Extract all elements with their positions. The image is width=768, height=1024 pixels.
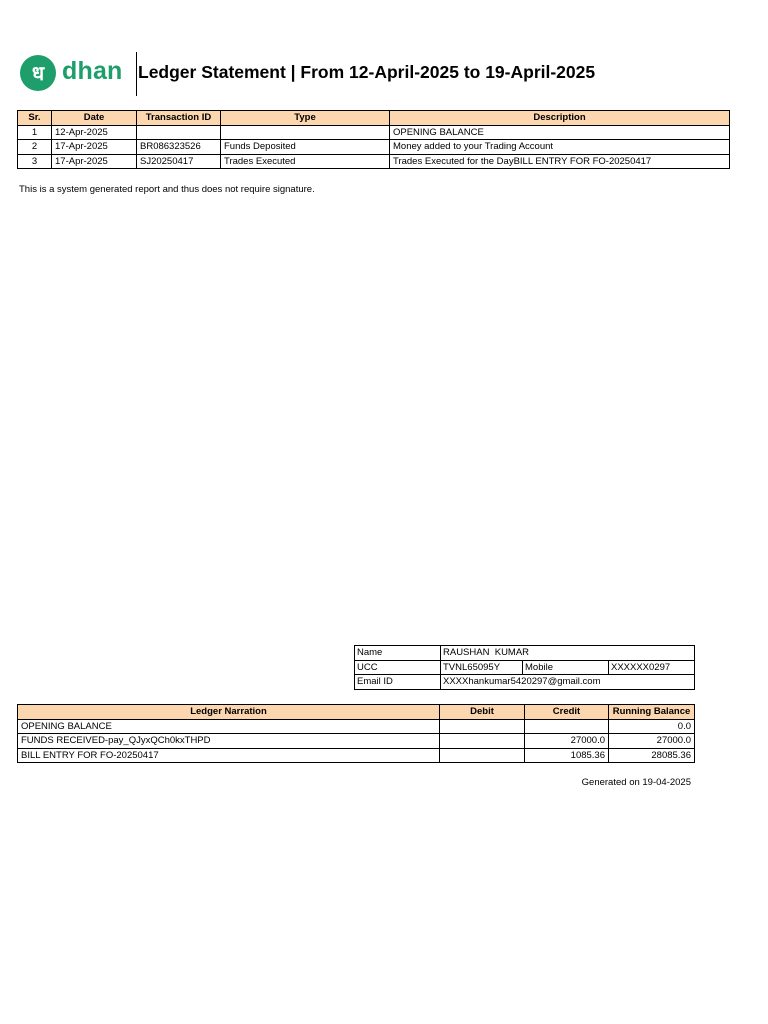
name-label: Name xyxy=(355,646,441,661)
mobile-label: Mobile xyxy=(523,660,609,675)
client-name-row xyxy=(355,646,695,661)
description-cell: OPENING BALANCE xyxy=(390,125,730,140)
running-balance-cell: 0.0 xyxy=(609,719,695,734)
description-cell: Trades Executed for the DayBILL ENTRY FOR FO-20250417 xyxy=(390,154,730,169)
dhan-logo-icon: ध xyxy=(20,55,56,91)
email-value: XXXXhankumar5420297@gmail.com xyxy=(441,675,695,690)
ucc-label: UCC xyxy=(355,660,441,675)
running-balance-cell: 28085.36 xyxy=(609,748,695,763)
debit-cell xyxy=(440,719,525,734)
sr-cell: 1 xyxy=(18,125,52,140)
col-header-description: Description xyxy=(390,111,730,126)
name-value: RAUSHAN KUMAR xyxy=(441,646,695,661)
table-row xyxy=(18,748,695,763)
table-row xyxy=(18,154,730,169)
credit-cell xyxy=(525,719,609,734)
sr-cell: 2 xyxy=(18,140,52,155)
table-row xyxy=(18,734,695,749)
col-header-type: Type xyxy=(221,111,390,126)
dhan-logo-text: dhan xyxy=(62,57,123,85)
running-balance-cell: 27000.0 xyxy=(609,734,695,749)
col-header-date: Date xyxy=(52,111,137,126)
system-generated-note: This is a system generated report and thus does not require signature. xyxy=(19,184,315,195)
col-header-transaction-id: Transaction ID xyxy=(137,111,221,126)
client-ucc-row xyxy=(355,660,695,675)
narration-cell: FUNDS RECEIVED-pay_QJyxQCh0kxTHPD xyxy=(18,734,440,749)
transactions-table xyxy=(17,110,730,169)
credit-cell: 1085.36 xyxy=(525,748,609,763)
col-header-credit: Credit xyxy=(525,705,609,720)
debit-cell xyxy=(440,734,525,749)
type-cell xyxy=(221,125,390,140)
credit-cell: 27000.0 xyxy=(525,734,609,749)
col-header-running-balance: Running Balance xyxy=(609,705,695,720)
col-header-ledger-narration: Ledger Narration xyxy=(18,705,440,720)
sr-cell: 3 xyxy=(18,154,52,169)
table-row xyxy=(18,140,730,155)
date-cell: 17-Apr-2025 xyxy=(52,154,137,169)
type-cell: Trades Executed xyxy=(221,154,390,169)
type-cell: Funds Deposited xyxy=(221,140,390,155)
client-email-row xyxy=(355,675,695,690)
debit-cell xyxy=(440,748,525,763)
transaction-id-cell: BR086323526 xyxy=(137,140,221,155)
mobile-value: XXXXXX0297 xyxy=(609,660,695,675)
table-row xyxy=(18,719,695,734)
narration-cell: BILL ENTRY FOR FO-20250417 xyxy=(18,748,440,763)
client-info-table xyxy=(354,645,695,690)
ucc-value: TVNL65095Y xyxy=(441,660,523,675)
page-header xyxy=(18,52,738,96)
transaction-id-cell xyxy=(137,125,221,140)
description-cell: Money added to your Trading Account xyxy=(390,140,730,155)
date-cell: 12-Apr-2025 xyxy=(52,125,137,140)
generated-date: Generated on 19-04-2025 xyxy=(581,777,691,788)
transaction-id-cell: SJ20250417 xyxy=(137,154,221,169)
transactions-header-row xyxy=(18,111,730,126)
ledger-table xyxy=(17,704,695,763)
table-row xyxy=(18,125,730,140)
page-title: Ledger Statement | From 12-April-2025 to 19-April-2025 xyxy=(138,62,596,82)
narration-cell: OPENING BALANCE xyxy=(18,719,440,734)
col-header-sr: Sr. xyxy=(18,111,52,126)
date-cell: 17-Apr-2025 xyxy=(52,140,137,155)
col-header-debit: Debit xyxy=(440,705,525,720)
ledger-header-row xyxy=(18,705,695,720)
email-label: Email ID xyxy=(355,675,441,690)
header-divider xyxy=(136,52,137,96)
